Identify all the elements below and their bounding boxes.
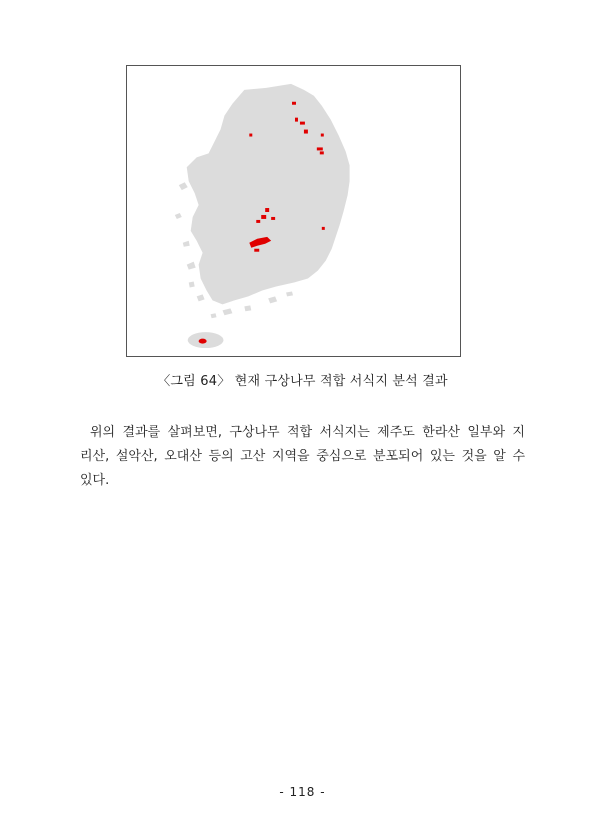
body-paragraph — [80, 421, 525, 493]
habitat-gayasan — [322, 227, 325, 230]
korea-map — [127, 66, 460, 356]
habitat-map-figure — [126, 65, 461, 357]
habitat-deogyusan — [265, 208, 269, 212]
habitat-deogyusan — [261, 215, 266, 219]
habitat-jirisan — [254, 249, 259, 252]
paragraph-line: 있다. — [80, 473, 110, 488]
habitat-odaesan — [321, 134, 324, 137]
korean-peninsula-landmass — [187, 84, 350, 304]
habitat-odaesan — [317, 147, 323, 150]
habitat-deogyusan — [271, 217, 275, 220]
page-number: - 118 - — [279, 785, 326, 799]
figure-caption: 〈그림 64〉 현재 구상나무 적합 서식지 분석 결과 — [157, 374, 448, 389]
paragraph-line: 리산, 설악산, 오대산 등의 고산 지역을 중심으로 분포되어 있는 것을 알 수 — [80, 449, 525, 464]
habitat-seoraksan — [292, 102, 296, 105]
habitat-gangwon — [249, 134, 252, 137]
habitat-seoraksan — [300, 122, 305, 125]
habitat-hallasan — [199, 339, 207, 344]
habitat-odaesan — [304, 130, 308, 134]
paragraph-line: 위의 결과를 살펴보면, 구상나무 적합 서식지는 제주도 한라산 일부와 지 — [90, 425, 525, 440]
habitat-seoraksan — [295, 118, 298, 122]
habitat-odaesan — [320, 151, 324, 154]
habitat-deogyusan — [256, 220, 260, 223]
